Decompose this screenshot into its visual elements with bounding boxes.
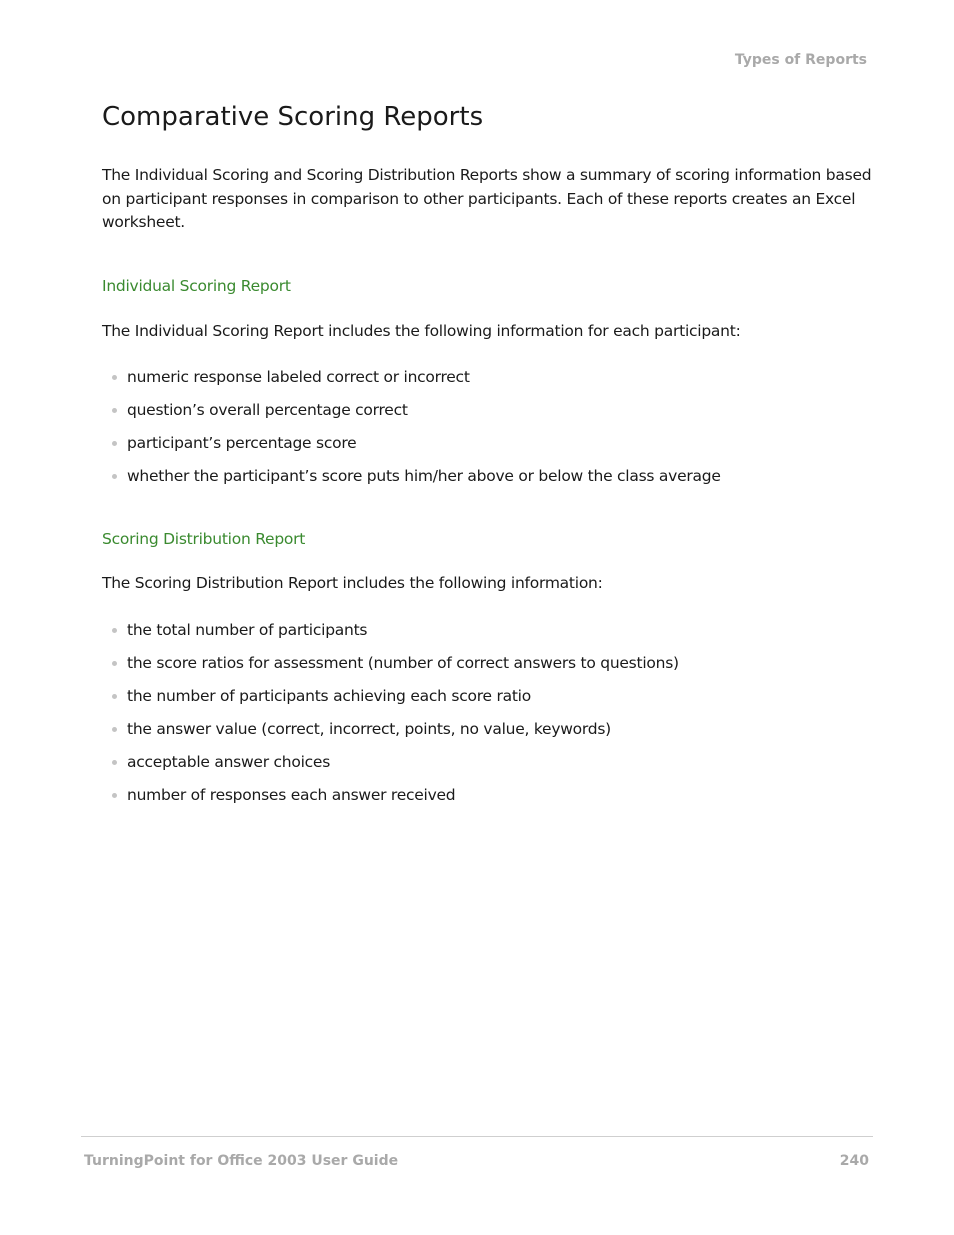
page-number: 240 — [839, 1153, 869, 1169]
list-item — [108, 400, 721, 433]
intro-paragraph: The Individual Scoring and Scoring Distribution Reports show a summary of scoring information based on participant responses in comparison to other participants. Each of these reports creates an Excel worksheet. — [102, 166, 872, 231]
scoring-distribution-heading: Scoring Distribution Report — [102, 530, 306, 548]
bullet-icon — [112, 694, 117, 699]
individual-scoring-lead: The Individual Scoring Report includes the following information for each participant: — [102, 322, 741, 340]
list-item — [108, 367, 721, 400]
list-item — [108, 620, 679, 653]
bullet-icon — [112, 661, 117, 666]
scoring-distribution-list — [108, 620, 679, 818]
individual-scoring-list — [108, 367, 721, 499]
page-title: Comparative Scoring Reports — [102, 102, 484, 132]
list-item — [108, 653, 679, 686]
list-item-text: whether the participant’s score puts him/her above or below the class average — [127, 467, 721, 485]
list-item — [108, 785, 679, 818]
list-item — [108, 686, 679, 719]
list-item-text: question’s overall percentage correct — [127, 401, 408, 419]
running-header: Types of Reports — [734, 52, 867, 68]
list-item-text: acceptable answer choices — [127, 753, 331, 771]
bullet-icon — [112, 760, 117, 765]
bullet-icon — [112, 375, 117, 380]
bullet-icon — [112, 727, 117, 732]
list-item-text: participant’s percentage score — [127, 434, 357, 452]
bullet-icon — [112, 441, 117, 446]
bullet-icon — [112, 474, 117, 479]
bullet-icon — [112, 628, 117, 633]
list-item — [108, 466, 721, 499]
list-item-text: numeric response labeled correct or incorrect — [127, 368, 470, 386]
list-item — [108, 719, 679, 752]
list-item-text: the score ratios for assessment (number of correct answers to questions) — [127, 654, 679, 672]
bullet-icon — [112, 408, 117, 413]
list-item — [108, 433, 721, 466]
list-item-text: number of responses each answer received — [127, 786, 456, 804]
individual-scoring-heading: Individual Scoring Report — [102, 277, 291, 295]
list-item-text: the total number of participants — [127, 621, 368, 639]
list-item-text: the number of participants achieving each score ratio — [127, 687, 531, 705]
bullet-icon — [112, 793, 117, 798]
footer-divider — [81, 1136, 873, 1137]
scoring-distribution-lead: The Scoring Distribution Report includes the following information: — [102, 574, 603, 592]
list-item — [108, 752, 679, 785]
footer-guide-title: TurningPoint for Office 2003 User Guide — [84, 1153, 399, 1169]
list-item-text: the answer value (correct, incorrect, points, no value, keywords) — [127, 720, 611, 738]
